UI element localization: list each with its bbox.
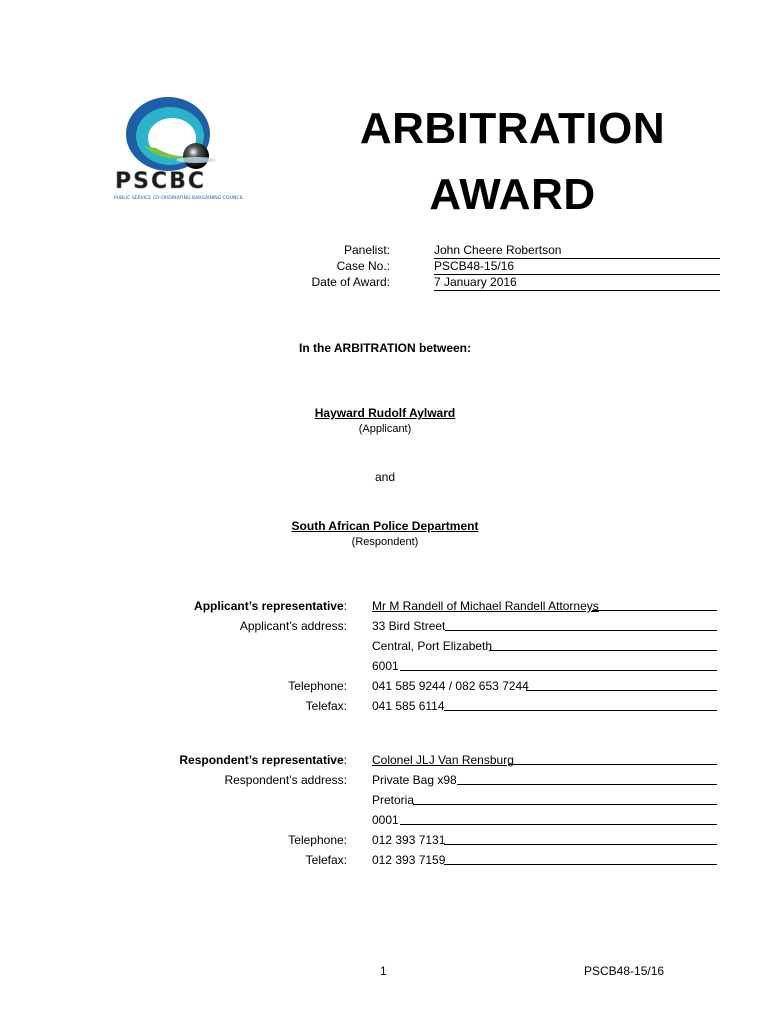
respondent-telephone-rule [444, 844, 717, 845]
title-line-1: ARBITRATION [359, 104, 666, 153]
respondent-representative-text: Colonel JLJ Van Rensburg [372, 753, 514, 767]
applicant-address-line-3-rule [400, 670, 717, 671]
respondent-telephone-value: 012 393 7131 [372, 833, 446, 847]
applicant-representative-line [592, 610, 717, 611]
applicant-telefax-rule [444, 710, 717, 711]
respondent-telefax-value: 012 393 7159 [372, 853, 446, 867]
applicant-address-line-3: 6001 [372, 659, 399, 673]
respondent-representative-label [100, 752, 347, 768]
applicant-telefax-label: Telefax: [305, 699, 347, 713]
case-no-label: Case No.: [336, 259, 390, 273]
respondent-address-line-3: 0001 [372, 813, 399, 827]
respondent-address-line-2: Pretoria [372, 793, 415, 807]
respondent-address-line-2-rule [413, 804, 717, 805]
respondent-name: South African Police Department [291, 519, 479, 533]
applicant-representative-value [372, 598, 717, 614]
applicant-address-line-2: Central, Port Elizabeth [372, 639, 493, 653]
applicant-telephone-rule [526, 690, 717, 691]
applicant-telefax-value: 041 585 6114 [372, 699, 445, 713]
applicant-representative-colon: : [343, 599, 347, 613]
respondent-representative-line [508, 764, 717, 765]
applicant-telephone-label: Telephone: [288, 679, 347, 693]
date-of-award-value: 7 January 2016 [434, 274, 720, 291]
applicant-address-label: Applicant’s address: [239, 619, 347, 633]
pscbc-logo-graphic [110, 96, 260, 208]
between-heading: In the ARBITRATION between: [299, 341, 471, 355]
respondent-telefax-label: Telefax: [305, 853, 347, 867]
respondent-role: (Respondent) [351, 536, 419, 548]
respondent-address-line-1-rule [457, 784, 717, 785]
pscbc-logo [110, 96, 260, 208]
respondent-telefax-rule [444, 864, 717, 865]
applicant-representative-text: Mr M Randell of Michael Randell Attorneys [372, 599, 599, 613]
panelist-label: Panelist: [343, 243, 390, 257]
applicant-address-line-2-rule [489, 650, 717, 651]
footer-case-ref: PSCB48-15/16 [584, 964, 665, 978]
page-number: 1 [380, 964, 387, 978]
respondent-address-label: Respondent’s address: [224, 773, 347, 787]
respondent-address-line-3-rule [400, 824, 717, 825]
respondent-representative-value [372, 752, 514, 768]
applicant-representative-label-text: Applicant’s representative [194, 599, 344, 613]
applicant-name: Hayward Rudolf Aylward [314, 406, 456, 420]
logo-text: PSCBC [115, 169, 207, 194]
panelist-value: John Cheere Robertson [434, 242, 720, 259]
respondent-address-line-1: Private Bag x98 [372, 773, 457, 787]
respondent-representative-colon: : [343, 753, 347, 767]
date-of-award-label: Date of Award: [311, 275, 390, 289]
logo-subtext: PUBLIC SERVICE CO-ORDINATING BARGAINING COUNCIL [114, 196, 244, 201]
and-text: and [374, 470, 396, 484]
applicant-address-line-1: 33 Bird Street [372, 619, 446, 633]
applicant-role: (Applicant) [358, 423, 412, 435]
applicant-address-line-1-rule [445, 630, 717, 631]
case-no-value: PSCB48-15/16 [434, 258, 720, 275]
respondent-telephone-label: Telephone: [288, 833, 347, 847]
applicant-telephone-value: 041 585 9244 / 082 653 7244 [372, 679, 529, 693]
respondent-representative-label-text: Respondent’s representative [179, 753, 344, 767]
title-line-2: AWARD [429, 170, 596, 219]
applicant-representative-label [100, 598, 347, 614]
